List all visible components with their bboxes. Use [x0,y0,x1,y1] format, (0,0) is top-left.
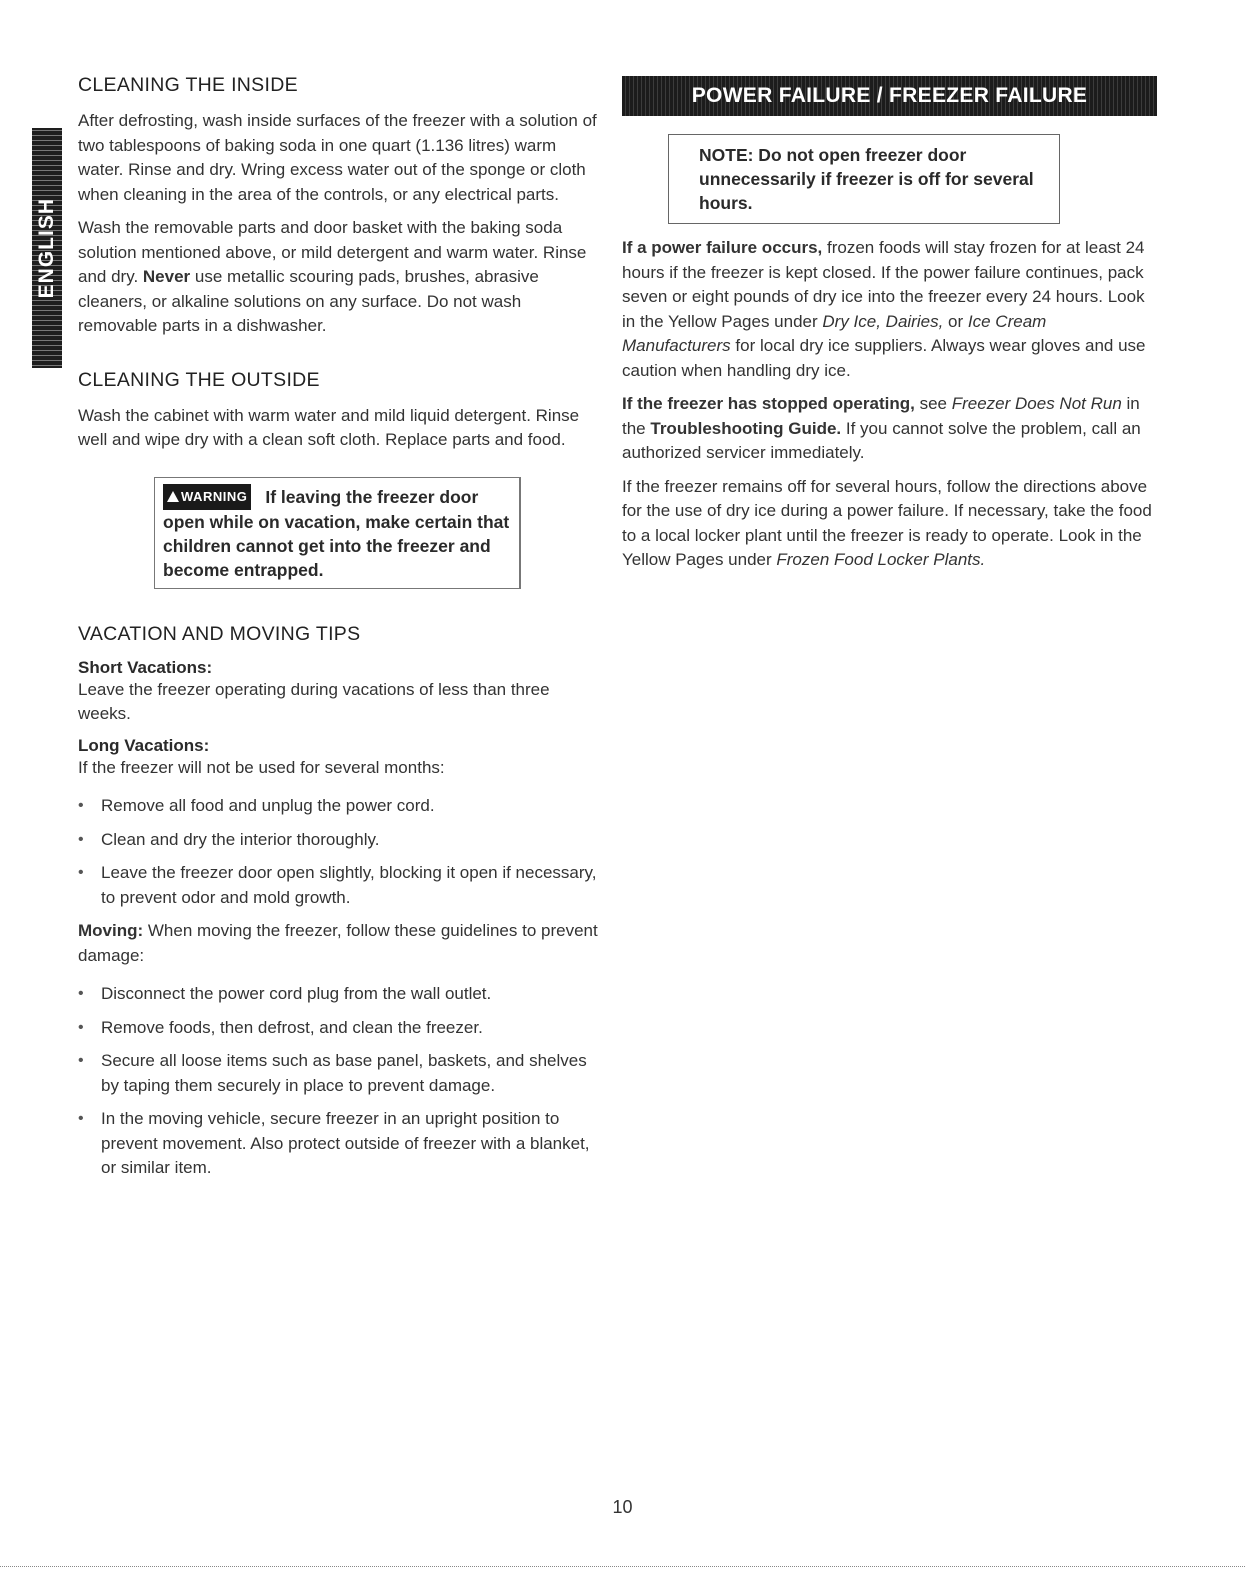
troubleshooting-guide-ref: Troubleshooting Guide. [650,418,842,438]
freezer-does-not-run-ref: Freezer Does Not Run [951,394,1122,413]
list-item: • Clean and dry the interior thoroughly. [78,828,603,853]
list-item: • Disconnect the power cord plug from the wall outlet. [78,982,603,1007]
note-text: NOTE: Do not open freezer door unnecessarily if freezer is off for several hours. [699,145,1034,213]
moving-list [78,982,603,1181]
remains-off-text: If the freezer remains off for several hours, follow the directions above for the use of dry ice during a power failure. If necessary, take the food to a local locker plant until the freezer is ready to operate. Look in the Yellow Pages under [622,476,1152,569]
page-number: 10 [612,1497,633,1517]
long-vacations-list [78,794,603,910]
locker-plants-listing: Frozen Food Locker Plants. [776,550,986,569]
in-the-words: in the [622,394,1140,438]
long-vacations-text: If the freezer will not be used for several months: [78,757,445,777]
cleaning-outside-para: Wash the cabinet with warm water and mild liquid detergent. Rinse well and wipe dry with a clean soft cloth. Replace parts and food. [78,405,580,449]
language-tab-label: ENGLISH [35,197,58,299]
cleaning-inside-para2-start: Wash the removable parts and door basket with the baking soda solution mentioned above, or mild detergent and warm water. Rinse and dry. [78,218,587,286]
power-failure-para [622,236,1157,383]
power-failure-banner [622,76,1157,116]
bottom-divider [0,1566,1245,1567]
moving-para [78,919,603,968]
remains-off-para [622,475,1157,573]
power-failure-text-end: for local dry ice suppliers. Always wear gloves and use caution when handling dry ice. [622,336,1146,380]
vacation-heading: VACATION AND MOVING TIPS [78,622,361,645]
never-emphasis: Never [142,267,191,286]
warning-badge-label: WARNING [181,488,248,504]
list-item: • Remove foods, then defrost, and clean the freezer. [78,1016,603,1041]
see-word: see [919,394,947,413]
power-failure-lead: If a power failure occurs, [622,238,823,257]
warning-triangle-icon [167,491,179,502]
left-column [78,74,603,1190]
stopped-operating-para [622,392,1157,466]
banner-title: POWER FAILURE / FREEZER FAILURE [691,84,1088,107]
cleaning-inside-para1: After defrosting, wash inside surfaces of the freezer with a solution of two tablespoons of baking soda in one quart (1.136 litres) warm water. Rinse and dry. Wring excess water out of the sponge or cloth when cleaning in the area of the controls, or any electrical parts. [78,111,597,204]
note-box [668,134,1060,224]
cleaning-inside-heading: CLEANING THE INSIDE [78,74,298,96]
language-tab [32,128,62,368]
moving-text: When moving the freezer, follow these guidelines to prevent damage: [78,921,598,965]
long-vacations-label: Long Vacations: [78,735,210,755]
warning-text: If leaving the freezer door open while on vacation, make certain that children cannot get into the freezer and become entrapped. [163,486,510,580]
yellow-pages-listing-1: Dry Ice, Dairies, [822,311,944,331]
power-failure-text: frozen foods will stay frozen for at least 24 hours if the freezer is kept closed. If the power failure continues, pack seven or eight pounds of dry ice into the freezer every 24 hours. Look in the Yellow Pages under [622,238,1145,331]
stopped-operating-lead: If the freezer has stopped operating, [622,394,915,413]
stopped-operating-text: If you cannot solve the problem, call an authorized servicer immediately. [622,418,1141,462]
moving-label: Moving: [78,921,144,940]
yellow-pages-listing-2: Ice Cream Manufacturers [622,311,1047,355]
short-vacations-label: Short Vacations: [78,657,213,677]
list-item: • In the moving vehicle, secure freezer in an upright position to prevent movement. Also protect outside of freezer with a blanket, or similar item. [78,1107,603,1181]
list-item: • Secure all loose items such as base panel, baskets, and shelves by taping them securely in place to prevent damage. [78,1049,603,1098]
cleaning-inside-para2 [78,216,603,339]
short-vacations-text: Leave the freezer operating during vacations of less than three weeks. [78,679,550,723]
cleaning-inside-para2-end: use metallic scouring pads, brushes, abrasive cleaners, or alkaline solutions on any surface. Do not wash removable parts in a dishwasher. [78,267,539,335]
or-word: or [948,311,964,331]
list-item: • Remove all food and unplug the power cord. [78,794,603,819]
warning-box [154,477,521,589]
cleaning-outside-heading: CLEANING THE OUTSIDE [78,368,320,391]
list-item: • Leave the freezer door open slightly, blocking it open if necessary, to prevent odor and mold growth. [78,861,603,910]
right-column [622,74,1157,582]
warning-badge [163,484,251,510]
